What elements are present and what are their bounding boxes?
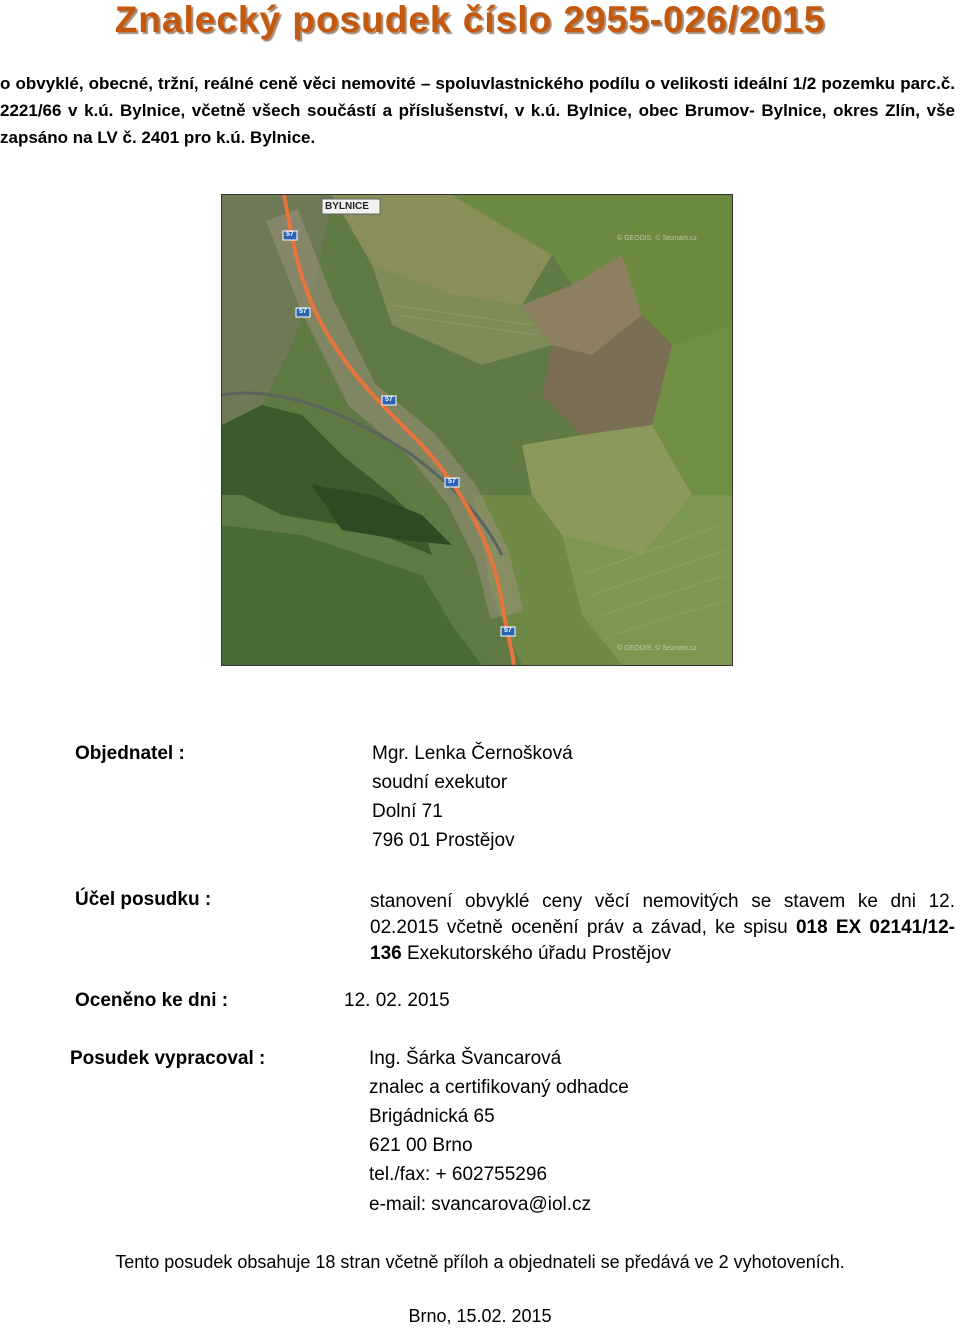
- client-role: soudní exekutor: [372, 772, 508, 793]
- map-town-label: BYLNICE: [325, 201, 369, 212]
- aerial-map: [221, 194, 733, 666]
- map-watermark: © GEODIS, © Seznam.cz: [617, 235, 697, 242]
- case-number: 018 EX 02141/12-136: [370, 917, 955, 964]
- client-name: Mgr. Lenka Černošková: [372, 743, 573, 764]
- document-subtitle: o obvyklé, obecné, tržní, reálné ceně věci nemovité – spoluvlastnického podílu o velikosti ideální 1/2 pozemku parc.č. 2221/66 v k.ú. Bylnice, včetně všech součástí a příslušenství, v k.ú. Bylnice, obec Brumov- Bylnice, okres Zlín, vše zapsáno na LV č. 2401 pro k.ú. Bylnice.: [0, 74, 955, 147]
- valuation-date: 12. 02. 2015: [344, 990, 450, 1011]
- client-street: Dolní 71: [372, 801, 443, 822]
- author-phone: tel./fax: + 602755296: [369, 1164, 548, 1185]
- document-title: Znalecký posudek číslo 2955-026/2015: [114, 0, 826, 40]
- road-number-label: 57: [385, 396, 393, 403]
- map-watermark: © GEODIS, © Seznam.cz: [617, 645, 697, 652]
- purpose-text: stanovení obvyklé ceny věcí nemovitých se stavem ke dni 12. 02.2015 včetně ocenění práv a závad, ke spisu 018 EX 02141/12-136 Exekutorského úřadu Prostějov: [370, 891, 955, 964]
- author-street: Brigádnická 65: [369, 1106, 495, 1127]
- road-number-label: 57: [299, 308, 307, 315]
- author-label: Posudek vypracoval :: [70, 1048, 266, 1069]
- client-label: Objednatel :: [75, 743, 185, 764]
- valuation-label: Oceněno ke dni :: [75, 990, 229, 1011]
- place-date: Brno, 15.02. 2015: [408, 1306, 552, 1326]
- road-number-label: 57: [286, 231, 294, 238]
- author-city: 621 00 Brno: [369, 1135, 473, 1156]
- author-email: e-mail: svancarova@iol.cz: [369, 1194, 592, 1215]
- purpose-label: Účel posudku :: [75, 889, 212, 910]
- road-number-label: 57: [504, 627, 512, 634]
- client-city: 796 01 Prostějov: [372, 830, 515, 851]
- author-name: Ing. Šárka Švancarová: [369, 1048, 562, 1069]
- footer-note: Tento posudek obsahuje 18 stran včetně příloh a objednateli se předává ve 2 vyhotoveních.: [115, 1252, 845, 1272]
- author-role: znalec a certifikovaný odhadce: [369, 1077, 629, 1098]
- road-number-label: 57: [448, 478, 456, 485]
